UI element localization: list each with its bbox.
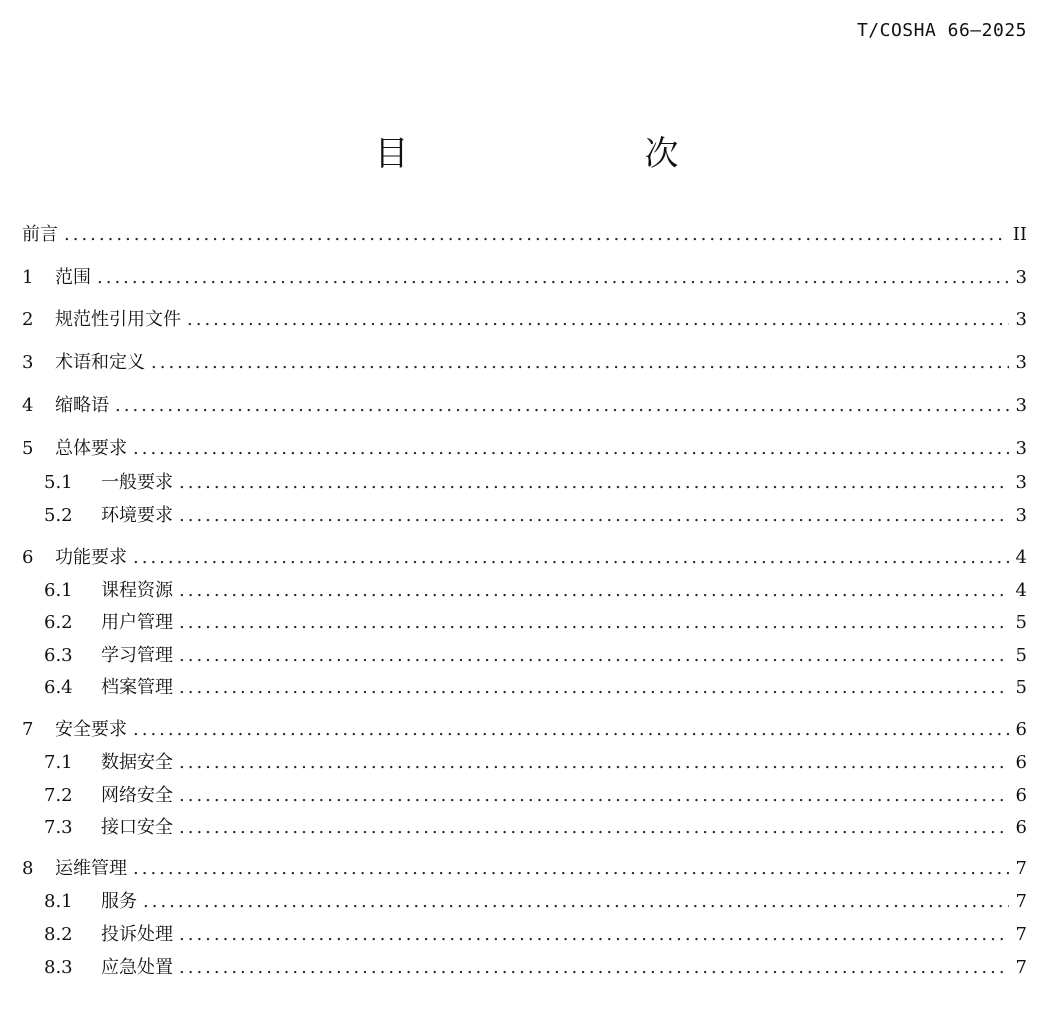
toc-entry-label: 课程资源 xyxy=(101,580,173,601)
toc-entry-label: 环境要求 xyxy=(101,505,173,526)
toc-entry-number: 5.2 xyxy=(44,505,73,526)
toc-entry-label: 功能要求 xyxy=(55,547,127,568)
toc-entry-label: 接口安全 xyxy=(101,817,173,838)
toc-entry[interactable] xyxy=(22,222,1027,248)
toc-entry-page: 3 xyxy=(1015,395,1027,416)
toc-leader-dots xyxy=(179,470,1009,496)
toc-entry-page: 5 xyxy=(1015,645,1027,666)
toc-entry-number: 8.2 xyxy=(44,924,73,945)
toc-entry-number: 6.1 xyxy=(44,580,73,601)
toc-entry-number: 4 xyxy=(22,395,34,416)
toc-entry[interactable] xyxy=(22,350,1027,376)
toc-entry-label: 规范性引用文件 xyxy=(55,309,181,330)
toc-entry[interactable] xyxy=(22,578,1027,604)
toc-entry-page: 7 xyxy=(1015,891,1027,912)
toc-entry-page: 6 xyxy=(1015,785,1027,806)
toc-entry-label: 投诉处理 xyxy=(101,924,173,945)
toc-entry-number: 6.2 xyxy=(44,612,73,633)
toc-entry-label: 档案管理 xyxy=(101,677,173,698)
toc-entry-number: 8 xyxy=(22,858,34,879)
toc-entry-page: 3 xyxy=(1015,309,1027,330)
toc-leader-dots xyxy=(179,578,1009,604)
toc-entry-page: 7 xyxy=(1015,924,1027,945)
toc-entry-number: 5.1 xyxy=(44,472,73,493)
toc-entry-page: 3 xyxy=(1015,505,1027,526)
toc-entry[interactable] xyxy=(22,503,1027,529)
toc-entry-label: 用户管理 xyxy=(101,612,173,633)
toc-entry[interactable] xyxy=(22,436,1027,462)
toc-entry-number: 7.3 xyxy=(44,817,73,838)
toc-leader-dots xyxy=(133,856,1009,882)
toc-entry-label: 安全要求 xyxy=(55,719,127,740)
toc-entry-label: 网络安全 xyxy=(101,785,173,806)
toc-entry[interactable] xyxy=(22,717,1027,743)
toc-entry-page: 7 xyxy=(1015,957,1027,978)
toc-leader-dots xyxy=(133,436,1009,462)
toc-entry[interactable] xyxy=(22,922,1027,948)
toc-entry-page: 6 xyxy=(1015,817,1027,838)
toc-entry-page: 3 xyxy=(1015,267,1027,288)
document-code: T/COSHA 66—2025 xyxy=(856,20,1027,41)
toc-entry-number: 7.2 xyxy=(44,785,73,806)
toc-leader-dots xyxy=(143,889,1009,915)
toc-entry-page: 3 xyxy=(1015,438,1027,459)
toc-entry-label: 总体要求 xyxy=(55,438,127,459)
toc-leader-dots xyxy=(179,922,1009,948)
toc-entry-number: 8.3 xyxy=(44,957,73,978)
toc-entry-number: 1 xyxy=(22,267,34,288)
toc-entry-page: 7 xyxy=(1015,858,1027,879)
toc-entry-number: 8.1 xyxy=(44,891,73,912)
toc-entry-number: 5 xyxy=(22,438,34,459)
toc-entry[interactable] xyxy=(22,783,1027,809)
toc-leader-dots xyxy=(133,717,1009,743)
toc-entry-page: 3 xyxy=(1015,472,1027,493)
toc-entry[interactable] xyxy=(22,889,1027,915)
toc-entry[interactable] xyxy=(22,856,1027,882)
toc-entry-label: 范围 xyxy=(55,267,91,288)
toc-leader-dots xyxy=(151,350,1009,376)
toc-entry-page: 6 xyxy=(1015,752,1027,773)
toc-leader-dots xyxy=(179,675,1009,701)
toc-entry-number: 6 xyxy=(22,547,34,568)
toc-leader-dots xyxy=(133,545,1009,571)
toc-entry[interactable] xyxy=(22,610,1027,636)
toc-leader-dots xyxy=(179,610,1009,636)
toc-entry-label: 运维管理 xyxy=(55,858,127,879)
toc-entry-label: 术语和定义 xyxy=(55,352,145,373)
toc-entry[interactable] xyxy=(22,470,1027,496)
toc-entry-page: 3 xyxy=(1015,352,1027,373)
toc-leader-dots xyxy=(179,750,1009,776)
toc-entry-page: 5 xyxy=(1015,612,1027,633)
toc-entry-number: 7.1 xyxy=(44,752,73,773)
toc-entry[interactable] xyxy=(22,815,1027,841)
toc-entry-label: 前言 xyxy=(22,224,58,245)
toc-entry-page: 5 xyxy=(1015,677,1027,698)
toc-entry-number: 3 xyxy=(22,352,34,373)
toc-entry-page: II xyxy=(1012,224,1027,245)
toc-entry[interactable] xyxy=(22,393,1027,419)
toc-entry-label: 缩略语 xyxy=(55,395,109,416)
toc-leader-dots xyxy=(179,643,1009,669)
toc-leader-dots xyxy=(64,222,1007,248)
toc-entry-page: 4 xyxy=(1015,580,1027,601)
toc-leader-dots xyxy=(97,265,1009,291)
toc-entry-label: 应急处置 xyxy=(101,957,173,978)
toc-entry[interactable] xyxy=(22,955,1027,981)
toc-leader-dots xyxy=(179,503,1009,529)
toc-entry-label: 数据安全 xyxy=(101,752,173,773)
toc-entry-number: 2 xyxy=(22,309,34,330)
toc-entry-label: 学习管理 xyxy=(101,645,173,666)
toc-entry[interactable] xyxy=(22,265,1027,291)
toc-entry-label: 一般要求 xyxy=(101,472,173,493)
toc-entry[interactable] xyxy=(22,643,1027,669)
toc-entry[interactable] xyxy=(22,750,1027,776)
toc-leader-dots xyxy=(115,393,1009,419)
toc-leader-dots xyxy=(179,783,1009,809)
toc-entry-page: 4 xyxy=(1015,547,1027,568)
toc-entry-page: 6 xyxy=(1015,719,1027,740)
toc-leader-dots xyxy=(179,815,1009,841)
page-title: 目 次 xyxy=(374,134,735,174)
toc-entry-label: 服务 xyxy=(101,891,137,912)
toc-entry[interactable] xyxy=(22,545,1027,571)
toc-entry[interactable] xyxy=(22,675,1027,701)
toc-leader-dots xyxy=(179,955,1009,981)
toc-entry-number: 7 xyxy=(22,719,34,740)
toc-entry-number: 6.3 xyxy=(44,645,73,666)
toc-leader-dots xyxy=(187,307,1009,333)
toc-entry[interactable] xyxy=(22,307,1027,333)
toc-entry-number: 6.4 xyxy=(44,677,73,698)
